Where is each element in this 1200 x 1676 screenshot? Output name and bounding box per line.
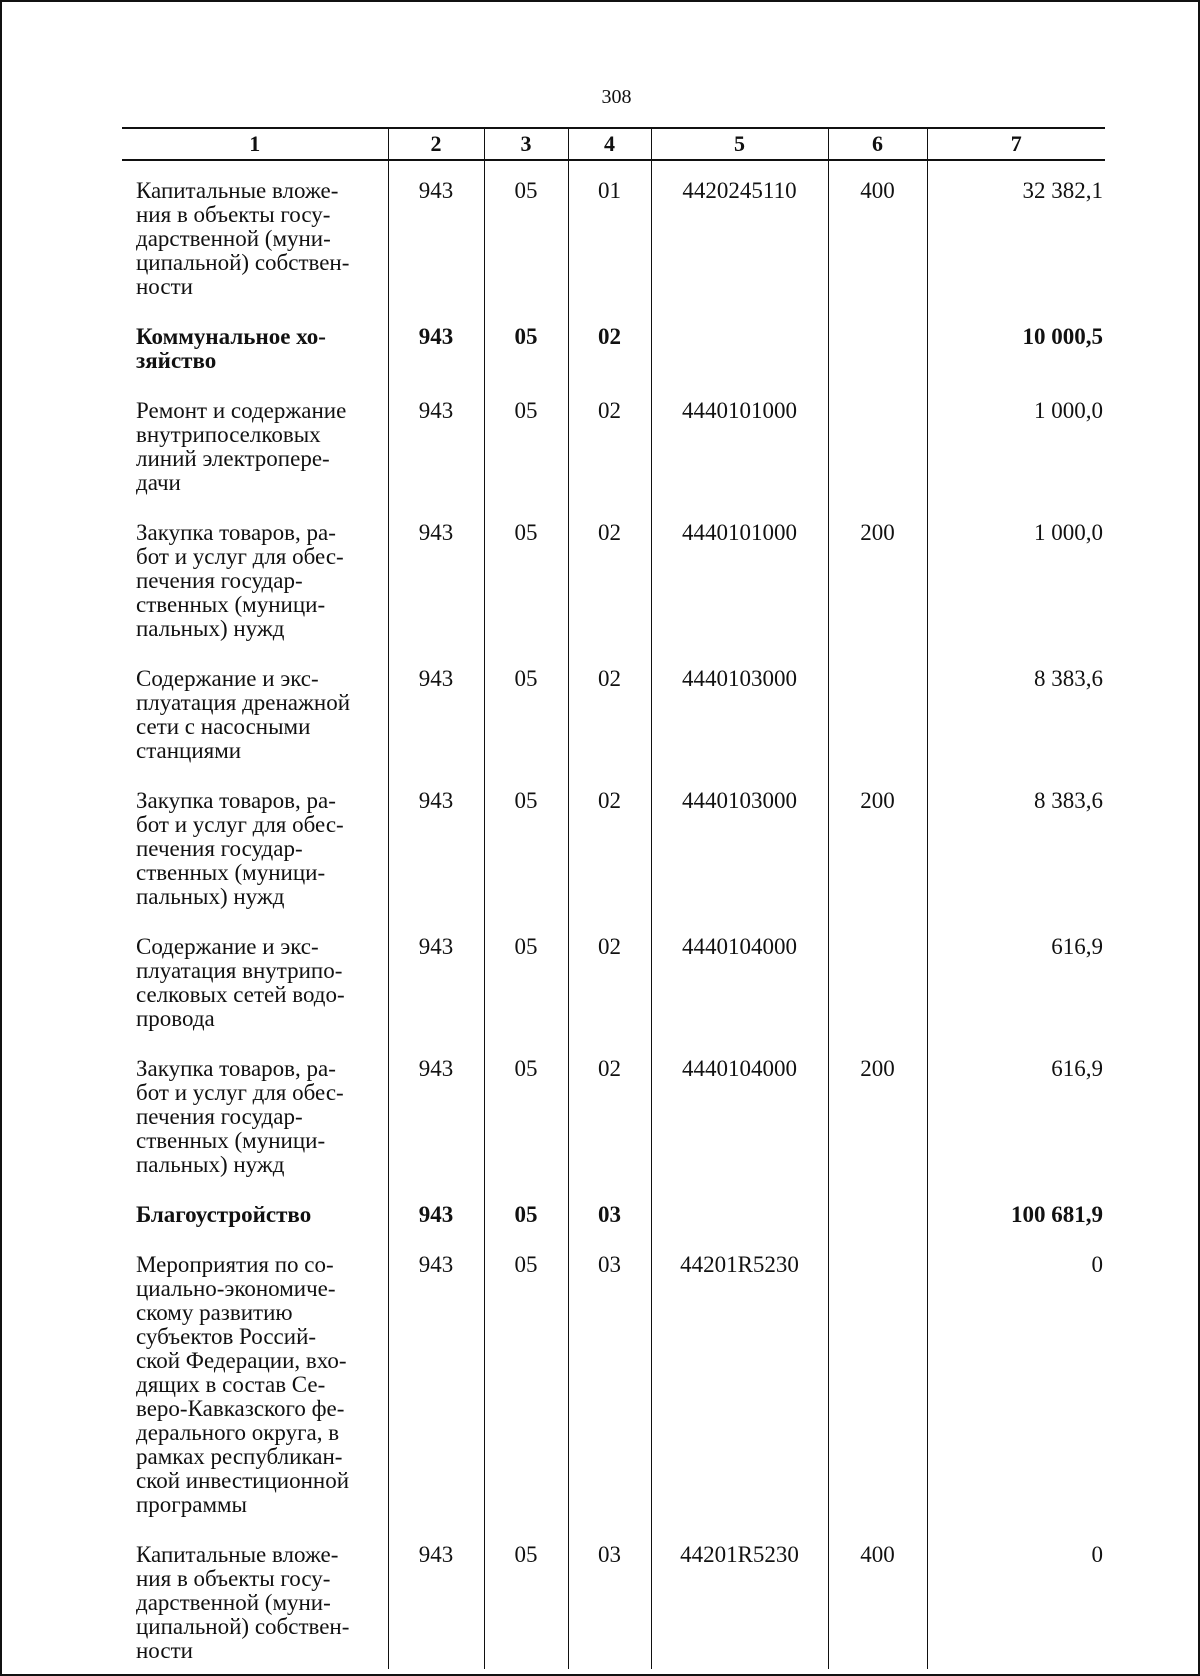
cell-name-line: дерального округа, в	[136, 1420, 340, 1445]
cell-name-line: программы	[136, 1492, 248, 1517]
cell-name-line: провода	[136, 1006, 215, 1031]
table-row	[122, 1039, 1105, 1185]
cell-name-line: ности	[136, 1638, 193, 1663]
cell-name	[122, 160, 388, 307]
cell-expense-type	[828, 381, 927, 503]
cell-target-article: 4440103000	[651, 771, 828, 917]
cell-expense-type: 400	[828, 160, 927, 307]
cell-subsection: 01	[568, 160, 651, 307]
cell-name	[122, 771, 388, 917]
cell-expense-type	[828, 1235, 927, 1525]
cell-name-line: дарственной (муни-	[136, 226, 331, 251]
table-row	[122, 381, 1105, 503]
cell-target-article: 4440101000	[651, 381, 828, 503]
cell-name-line: Содержание и экс-	[136, 666, 319, 691]
cell-name-line: бот и услуг для обес-	[136, 812, 344, 837]
cell-name-line: скому развитию	[136, 1300, 293, 1325]
cell-name-line: сети с насосными	[136, 714, 311, 739]
cell-name-line: ственных (муници-	[136, 1128, 326, 1153]
cell-name-line: Ремонт и содержание	[136, 398, 347, 423]
cell-subsection: 02	[568, 917, 651, 1039]
cell-name-line: циально-экономиче-	[136, 1276, 336, 1301]
cell-name-line: дарственной (муни-	[136, 1590, 331, 1615]
cell-chapter: 943	[388, 649, 484, 771]
header-col-4: 4	[568, 128, 651, 160]
cell-name-line: пальных) нужд	[136, 1152, 285, 1177]
cell-target-article	[651, 307, 828, 381]
header-col-5: 5	[651, 128, 828, 160]
cell-name-line: Закупка товаров, ра-	[136, 520, 336, 545]
cell-name-line: плуатация дренажной	[136, 690, 351, 715]
cell-name-line: линий электропере-	[136, 446, 330, 471]
cell-name-line: дачи	[136, 470, 181, 495]
cell-expense-type	[828, 917, 927, 1039]
cell-name-line: ственных (муници-	[136, 592, 326, 617]
cell-target-article	[651, 1185, 828, 1235]
cell-name	[122, 1525, 388, 1669]
cell-name-line: веро-Кавказского фе-	[136, 1396, 345, 1421]
header-col-1: 1	[122, 128, 388, 160]
cell-chapter: 943	[388, 771, 484, 917]
cell-name-line: Закупка товаров, ра-	[136, 788, 336, 813]
table-row	[122, 160, 1105, 307]
table-row	[122, 307, 1105, 381]
cell-expense-type	[828, 649, 927, 771]
cell-expense-type: 400	[828, 1525, 927, 1669]
cell-section: 05	[484, 503, 568, 649]
cell-subsection: 03	[568, 1525, 651, 1669]
cell-name-line: печения государ-	[136, 568, 303, 593]
cell-name-line: ской Федерации, вхо-	[136, 1348, 347, 1373]
cell-name-line: печения государ-	[136, 1104, 303, 1129]
cell-expense-type: 200	[828, 771, 927, 917]
table-row	[122, 1235, 1105, 1525]
cell-name-line: Благоустройство	[136, 1202, 312, 1227]
cell-chapter: 943	[388, 381, 484, 503]
cell-name-line: субъектов Россий-	[136, 1324, 317, 1349]
cell-amount: 10 000,5	[927, 307, 1105, 381]
cell-amount: 1 000,0	[927, 381, 1105, 503]
cell-name	[122, 381, 388, 503]
cell-name-line: рамках республикан-	[136, 1444, 343, 1469]
cell-name-line: пальных) нужд	[136, 884, 285, 909]
cell-name	[122, 1039, 388, 1185]
cell-name-line: станциями	[136, 738, 242, 763]
cell-amount: 1 000,0	[927, 503, 1105, 649]
cell-name-line: пальных) нужд	[136, 616, 285, 641]
cell-chapter: 943	[388, 503, 484, 649]
cell-name	[122, 1235, 388, 1525]
cell-target-article: 44201R5230	[651, 1235, 828, 1525]
cell-section: 05	[484, 771, 568, 917]
cell-expense-type: 200	[828, 503, 927, 649]
cell-section: 05	[484, 649, 568, 771]
cell-chapter: 943	[388, 307, 484, 381]
cell-name	[122, 307, 388, 381]
cell-subsection: 02	[568, 771, 651, 917]
cell-name-line: Закупка товаров, ра-	[136, 1056, 336, 1081]
cell-subsection: 02	[568, 381, 651, 503]
cell-name-line: бот и услуг для обес-	[136, 1080, 344, 1105]
cell-subsection: 03	[568, 1185, 651, 1235]
cell-target-article: 4440103000	[651, 649, 828, 771]
cell-name-line: дящих в состав Се-	[136, 1372, 326, 1397]
budget-table	[122, 127, 1105, 1669]
table-row	[122, 649, 1105, 771]
table-row	[122, 503, 1105, 649]
cell-amount: 616,9	[927, 917, 1105, 1039]
cell-section: 05	[484, 1039, 568, 1185]
table-header-row	[122, 128, 1105, 160]
cell-chapter: 943	[388, 1235, 484, 1525]
cell-expense-type: 200	[828, 1039, 927, 1185]
cell-subsection: 03	[568, 1235, 651, 1525]
cell-name-line: ния в объекты госу-	[136, 202, 331, 227]
header-col-6: 6	[828, 128, 927, 160]
cell-section: 05	[484, 1185, 568, 1235]
cell-target-article: 4440104000	[651, 917, 828, 1039]
cell-expense-type	[828, 307, 927, 381]
cell-target-article: 44201R5230	[651, 1525, 828, 1669]
cell-target-article: 4420245110	[651, 160, 828, 307]
table-row	[122, 771, 1105, 917]
header-col-7: 7	[927, 128, 1105, 160]
table-row	[122, 1525, 1105, 1669]
cell-amount: 8 383,6	[927, 771, 1105, 917]
cell-name-line: плуатация внутрипо-	[136, 958, 343, 983]
cell-name-line: ципальной) собствен-	[136, 250, 350, 275]
cell-name-line: ципальной) собствен-	[136, 1614, 350, 1639]
cell-name	[122, 1185, 388, 1235]
cell-target-article: 4440104000	[651, 1039, 828, 1185]
cell-section: 05	[484, 381, 568, 503]
cell-chapter: 943	[388, 160, 484, 307]
cell-name-line: ности	[136, 274, 193, 299]
table-row	[122, 917, 1105, 1039]
cell-name-line: ния в объекты госу-	[136, 1566, 331, 1591]
header-col-3: 3	[484, 128, 568, 160]
cell-name	[122, 917, 388, 1039]
cell-name-line: Мероприятия по со-	[136, 1252, 334, 1277]
cell-subsection: 02	[568, 649, 651, 771]
cell-amount: 8 383,6	[927, 649, 1105, 771]
cell-amount: 100 681,9	[927, 1185, 1105, 1235]
cell-name	[122, 649, 388, 771]
cell-name-line: печения государ-	[136, 836, 303, 861]
cell-amount: 32 382,1	[927, 160, 1105, 307]
cell-name-line: Коммунальное хо-	[136, 324, 326, 349]
cell-name-line: бот и услуг для обес-	[136, 544, 344, 569]
cell-name-line: ственных (муници-	[136, 860, 326, 885]
cell-chapter: 943	[388, 1525, 484, 1669]
cell-chapter: 943	[388, 1185, 484, 1235]
page-number: 308	[601, 86, 632, 108]
cell-section: 05	[484, 1235, 568, 1525]
cell-section: 05	[484, 307, 568, 381]
cell-amount: 0	[927, 1525, 1105, 1669]
cell-name-line: селковых сетей водо-	[136, 982, 345, 1007]
cell-name-line: Капитальные вложе-	[136, 1542, 339, 1567]
cell-section: 05	[484, 1525, 568, 1669]
cell-section: 05	[484, 160, 568, 307]
cell-expense-type	[828, 1185, 927, 1235]
table-body	[122, 160, 1105, 1669]
table-row	[122, 1185, 1105, 1235]
cell-name-line: зяйство	[136, 348, 217, 373]
cell-subsection: 02	[568, 307, 651, 381]
cell-chapter: 943	[388, 1039, 484, 1185]
cell-name	[122, 503, 388, 649]
cell-section: 05	[484, 917, 568, 1039]
cell-amount: 616,9	[927, 1039, 1105, 1185]
cell-subsection: 02	[568, 503, 651, 649]
cell-name-line: внутрипоселковых	[136, 422, 321, 447]
cell-subsection: 02	[568, 1039, 651, 1185]
cell-name-line: Капитальные вложе-	[136, 178, 339, 203]
cell-name-line: ской инвестиционной	[136, 1468, 350, 1493]
header-col-2: 2	[388, 128, 484, 160]
cell-target-article: 4440101000	[651, 503, 828, 649]
cell-name-line: Содержание и экс-	[136, 934, 319, 959]
cell-amount: 0	[927, 1235, 1105, 1525]
cell-chapter: 943	[388, 917, 484, 1039]
